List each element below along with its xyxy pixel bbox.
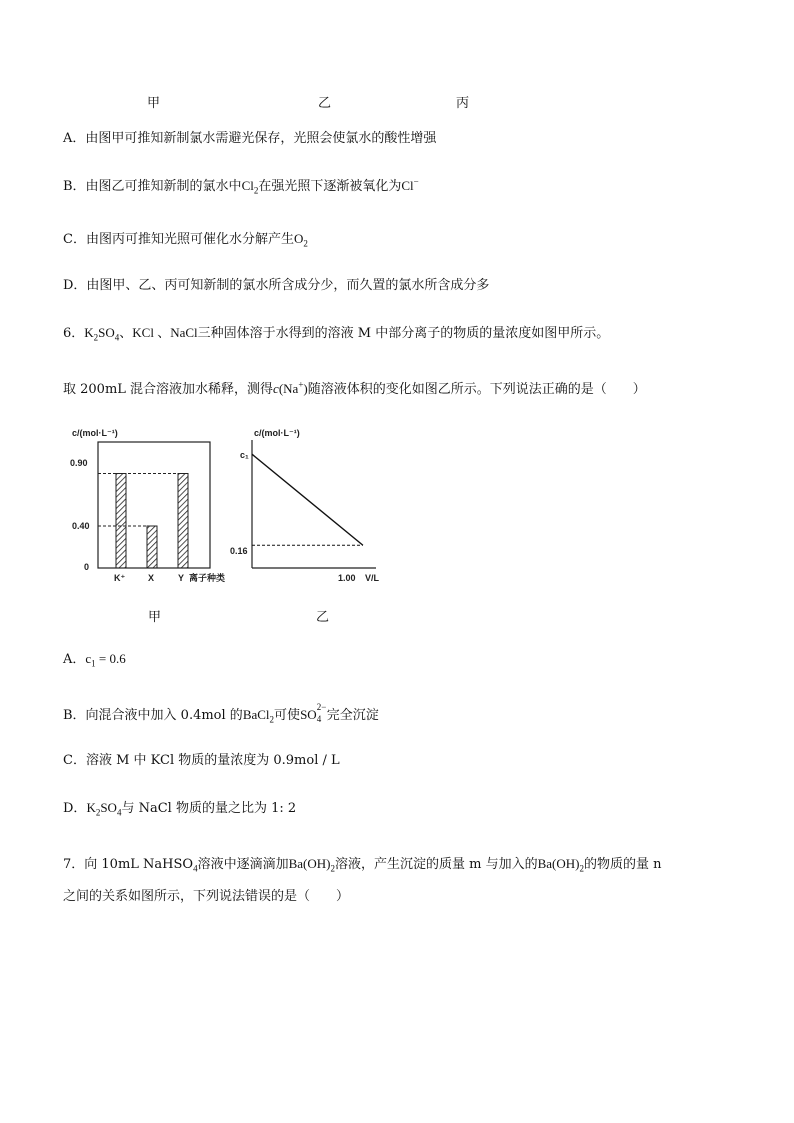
chart-jia-xtick-k: K⁺ [114,573,126,583]
q7-stem-line1: 7．向 10mL NaHSO$_4$溶液中逐滴滴加$Ba(OH)_2$溶液，产生沉淀的质量 m 与加入的$Ba(OH)_2$的物质的量 n [63,856,662,874]
q6-figure-svg [70,424,390,589]
chart-yi-series-line [252,454,363,545]
chart-jia-ylabel: c/(mol·L⁻¹) [72,428,118,438]
chart-yi-ytick-c1: c₁ [240,450,249,460]
q6-option-b: B．向混合液中加入 0.4mol 的BaCl$_2$可使SO 2− 4 完全沉淀 [63,702,379,725]
chart-jia-xtick-y: Y [178,573,185,583]
figure-caption-yi: 乙 [318,96,332,111]
chart-yi-ylabel: c/(mol·L⁻¹) [254,428,300,438]
q5-option-a: A．由图甲可推知新制氯水需避光保存，光照会使氯水的酸性增强 [63,131,437,146]
q7-stem-line2: 之间的关系如图所示，下列说法错误的是（ ） [63,889,350,904]
figure-caption-bing: 丙 [456,96,470,111]
q6-caption-jia: 甲 [148,610,162,625]
chart-jia-ytick-0.40: 0.40 [72,521,90,531]
q5-option-d: D．由图甲、乙、丙可知新制的氯水所含成分少，而久置的氯水所含成分多 [63,278,490,293]
q6-figures [70,424,390,589]
chart-jia-xlabel: 离子种类 [189,573,226,583]
chart-jia-bar-y [178,474,188,569]
q6-option-c: C．溶液 M 中 KCl 物质的量浓度为 0.9mol / L [63,753,340,768]
q5-option-c: C．由图丙可推知光照可催化水分解产生$O_2$ [63,231,308,249]
q5-option-b: B．由图乙可推知新制的氯水中$Cl_2$在强光照下逐渐被氧化为Cl− [63,176,419,196]
chart-yi-xtick-1.00: 1.00 [338,573,356,583]
chart-jia-ytick-0: 0 [84,562,90,572]
figure-caption-jia: 甲 [147,96,161,111]
chart-jia-ytick-0.90: 0.90 [70,458,88,468]
so4-scripts: 2− 4 [316,702,327,724]
chart-jia-xtick-x: X [148,573,155,583]
q6-option-a: A．$c_1 = 0.6$ [63,651,126,669]
q6-stem-line1: 6．$K_2SO_4$、KCl 、NaCl三种固体溶于水得到的溶液 M 中部分离子的物质的量浓度如图甲所示。 [63,325,610,343]
q6-caption-yi: 乙 [316,610,330,625]
q6-stem-line2: 取 200mL 混合溶液加水稀释，测得c(Na+)随溶液体积的变化如图乙所示。下列说法正确的是（ ） [63,379,646,397]
chart-yi-xlabel: V/L [365,573,380,583]
chart-jia-bar-k [116,474,126,569]
chart-jia-bar-x [147,526,157,568]
q6-option-d: D．$K_2SO_4$与 NaCl 物质的量之比为 1: 2 [63,800,297,818]
chart-yi-ytick-016: 0.16 [230,546,248,556]
